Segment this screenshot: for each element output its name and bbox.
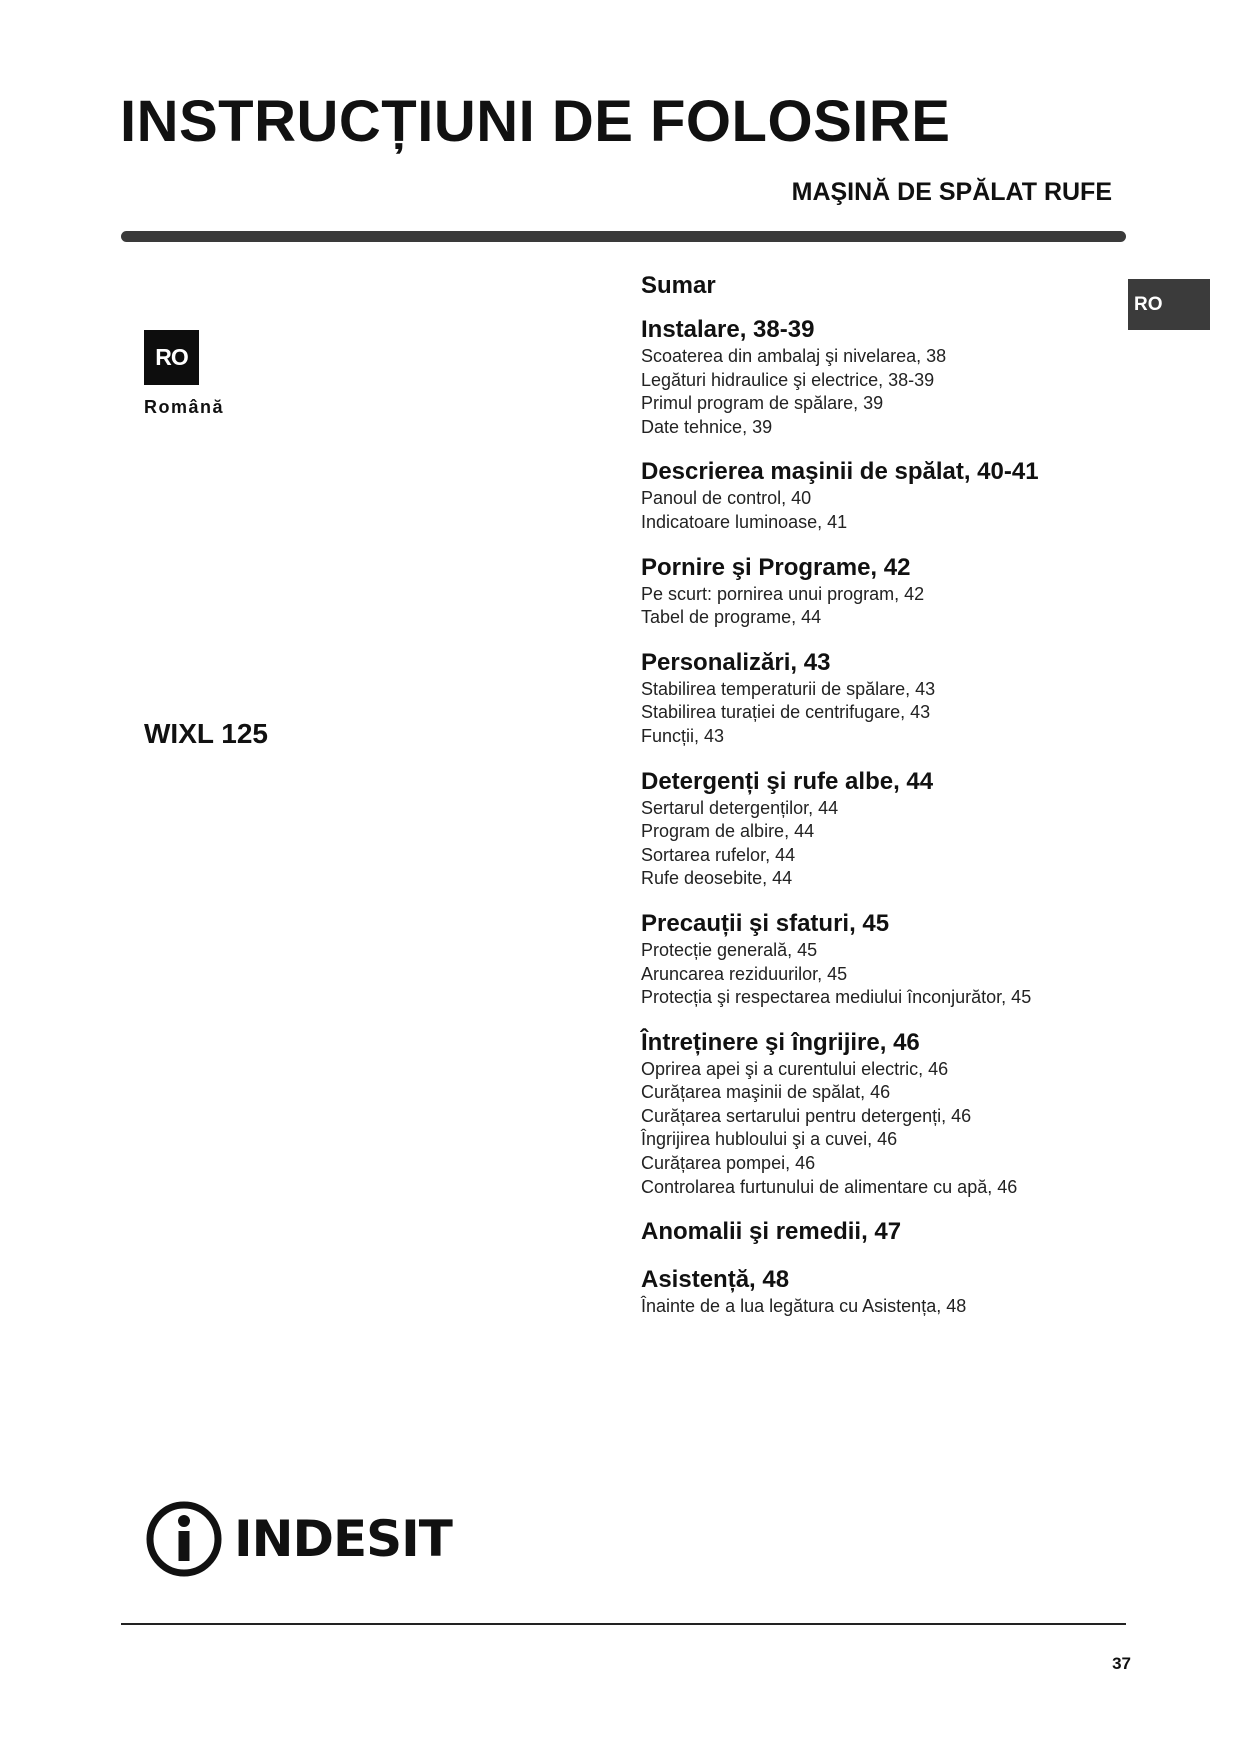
toc-item: Date tehnice, 39 (641, 416, 773, 437)
toc-item: Pe scurt: pornirea unui program, 42 (641, 583, 925, 604)
toc-section (641, 648, 1121, 749)
page-subtitle: MAŞINĂ DE SPĂLAT RUFE (791, 178, 1112, 206)
toc-item: Curățarea maşinii de spălat, 46 (641, 1082, 891, 1103)
toc-item-list (641, 487, 1121, 534)
toc-item: Stabilirea turației de centrifugare, 43 (641, 702, 931, 723)
toc-item: Curățarea pompei, 46 (641, 1153, 816, 1174)
toc-section (641, 1028, 1121, 1200)
toc-item: Protecție generală, 45 (641, 939, 818, 960)
page-title: INSTRUCȚIUNI DE FOLOSIRE (120, 89, 951, 154)
toc-item: Rufe deosebite, 44 (641, 868, 793, 889)
toc-item: Aruncarea reziduurilor, 45 (641, 963, 848, 984)
page-number: 37 (1112, 1654, 1131, 1673)
toc-section (641, 1265, 1121, 1319)
brand-logo (144, 1500, 452, 1578)
toc-item-list (641, 939, 1121, 1010)
toc-section-title: Întreținere şi îngrijire, 46 (641, 1028, 920, 1056)
toc-item: Sortarea rufelor, 44 (641, 844, 796, 865)
toc-item: Funcții, 43 (641, 725, 725, 746)
toc-item: Scoaterea din ambalaj şi nivelarea, 38 (641, 346, 947, 366)
toc-section (641, 457, 1121, 534)
toc-item: Controlarea furtunului de alimentare cu apă, 46 (641, 1176, 1018, 1197)
language-side-tab: RO (1128, 279, 1210, 330)
toc-item-list (641, 797, 1121, 891)
language-badge: RO (144, 330, 199, 385)
toc-item: Sertarul detergenților, 44 (641, 797, 839, 818)
language-name: Română (144, 397, 225, 417)
toc-section (641, 909, 1121, 1010)
toc-section (641, 767, 1121, 891)
toc-item: Înainte de a lua legătura cu Asistența, 48 (641, 1296, 967, 1317)
model-name: WIXL 125 (144, 718, 268, 749)
brand-name: INDESIT (234, 1510, 452, 1568)
toc-item: Primul program de spălare, 39 (641, 393, 884, 414)
toc-section-title: Pornire şi Programe, 42 (641, 553, 911, 581)
toc-item: Îngrijirea hubloului şi a cuvei, 46 (641, 1129, 898, 1150)
toc-item: Protecția şi respectarea mediului înconjurător, 45 (641, 987, 1032, 1008)
toc-section-title: Descrierea maşinii de spălat, 40-41 (641, 458, 1039, 486)
toc-heading: Sumar (641, 272, 716, 299)
toc-section (641, 1217, 1121, 1247)
toc-section-title: Asistență, 48 (641, 1266, 790, 1294)
toc-item: Stabilirea temperaturii de spălare, 43 (641, 678, 936, 699)
toc-item: Indicatoare luminoase, 41 (641, 511, 848, 532)
toc-item: Panoul de control, 40 (641, 488, 812, 509)
toc-section-title: Instalare, 38-39 (641, 316, 815, 343)
toc-item: Oprirea apei şi a curentului electric, 46 (641, 1058, 949, 1079)
top-divider (121, 231, 1126, 242)
toc-section (641, 553, 1121, 630)
toc-item: Program de albire, 44 (641, 821, 815, 842)
toc-item-list (641, 583, 1121, 630)
bottom-divider (121, 1623, 1126, 1625)
toc-section-title: Detergenți şi rufe albe, 44 (641, 767, 934, 795)
toc-item-list (641, 678, 1121, 749)
table-of-contents (641, 271, 1121, 1337)
toc-item-list (641, 1295, 1121, 1319)
toc-item: Tabel de programe, 44 (641, 607, 822, 628)
toc-item-list (641, 345, 1121, 439)
toc-section-title: Anomalii şi remedii, 47 (641, 1218, 902, 1246)
toc-item: Curățarea sertarului pentru detergenți, 46 (641, 1105, 972, 1126)
toc-item-list (641, 1058, 1121, 1200)
toc-section-title: Personalizări, 43 (641, 648, 831, 676)
indesit-logo-icon (144, 1499, 224, 1579)
toc-item: Legături hidraulice şi electrice, 38-39 (641, 369, 935, 390)
toc-section (641, 315, 1121, 439)
toc-section-title: Precauții şi sfaturi, 45 (641, 909, 890, 937)
